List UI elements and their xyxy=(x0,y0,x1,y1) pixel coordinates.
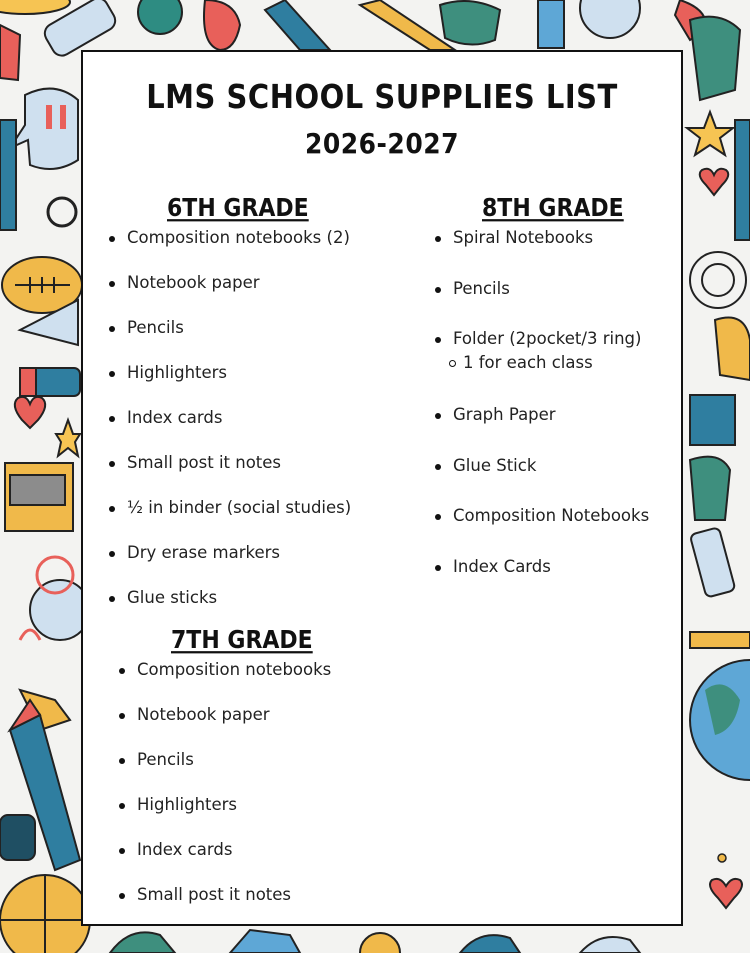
list-item-text: Index Cards xyxy=(453,556,551,576)
list-item-text: Index cards xyxy=(137,840,233,859)
supplies-sheet xyxy=(81,50,683,926)
list-item-text: Small post it notes xyxy=(127,453,282,472)
grade7-list xyxy=(117,660,331,930)
list-item-text: Small post it notes xyxy=(137,885,292,904)
list-item xyxy=(107,318,351,363)
list-item-text: ½ in binder (social studies) xyxy=(127,498,352,517)
list-item-text: Spiral Notebooks xyxy=(453,228,594,247)
list-item xyxy=(107,363,351,408)
list-item-text: Index cards xyxy=(127,408,223,427)
list-item xyxy=(433,456,649,507)
list-item xyxy=(117,750,331,795)
list-item-text: Dry erase markers xyxy=(127,543,281,562)
list-item-text: Pencils xyxy=(127,318,184,337)
grade7-heading: 7TH GRADE xyxy=(171,626,313,655)
list-item-text: Glue sticks xyxy=(127,588,218,607)
list-item xyxy=(433,329,649,405)
list-item-text: Notebook paper xyxy=(127,273,260,292)
list-item xyxy=(107,498,351,543)
list-item xyxy=(117,885,331,930)
list-item xyxy=(117,840,331,885)
list-item xyxy=(433,557,649,608)
list-item xyxy=(117,660,331,705)
list-item xyxy=(433,506,649,557)
list-item-text: Folder (2pocket/3 ring) xyxy=(453,329,642,348)
grade8-heading: 8TH GRADE xyxy=(482,194,624,223)
list-item xyxy=(117,705,331,750)
list-item xyxy=(107,408,351,453)
list-item xyxy=(433,405,649,456)
list-item-text: Highlighters xyxy=(127,363,228,382)
page-title: LMS SCHOOL SUPPLIES LIST xyxy=(146,77,618,117)
list-item-text: Composition notebooks (2) xyxy=(127,228,350,247)
list-item-text: Highlighters xyxy=(137,795,238,814)
list-item xyxy=(107,228,351,273)
list-item xyxy=(107,453,351,498)
grade6-heading: 6TH GRADE xyxy=(167,194,309,223)
list-item xyxy=(107,273,351,318)
list-item-text: Graph Paper xyxy=(453,405,556,424)
list-item-text: Notebook paper xyxy=(137,705,270,724)
list-item-text: Pencils xyxy=(137,750,194,769)
grade8-list xyxy=(433,228,649,607)
list-item-text: Composition notebooks xyxy=(137,660,332,679)
school-year: 2026-2027 xyxy=(304,127,460,160)
list-item xyxy=(117,795,331,840)
folder-subitem: 1 for each class xyxy=(453,353,649,373)
list-item xyxy=(433,228,649,279)
list-item-text: Composition Notebooks xyxy=(453,506,650,525)
list-item-text: Glue Stick xyxy=(453,455,537,475)
grade6-list xyxy=(107,228,351,633)
list-item xyxy=(107,543,351,588)
list-item xyxy=(433,279,649,330)
list-item-text: Pencils xyxy=(453,278,510,298)
